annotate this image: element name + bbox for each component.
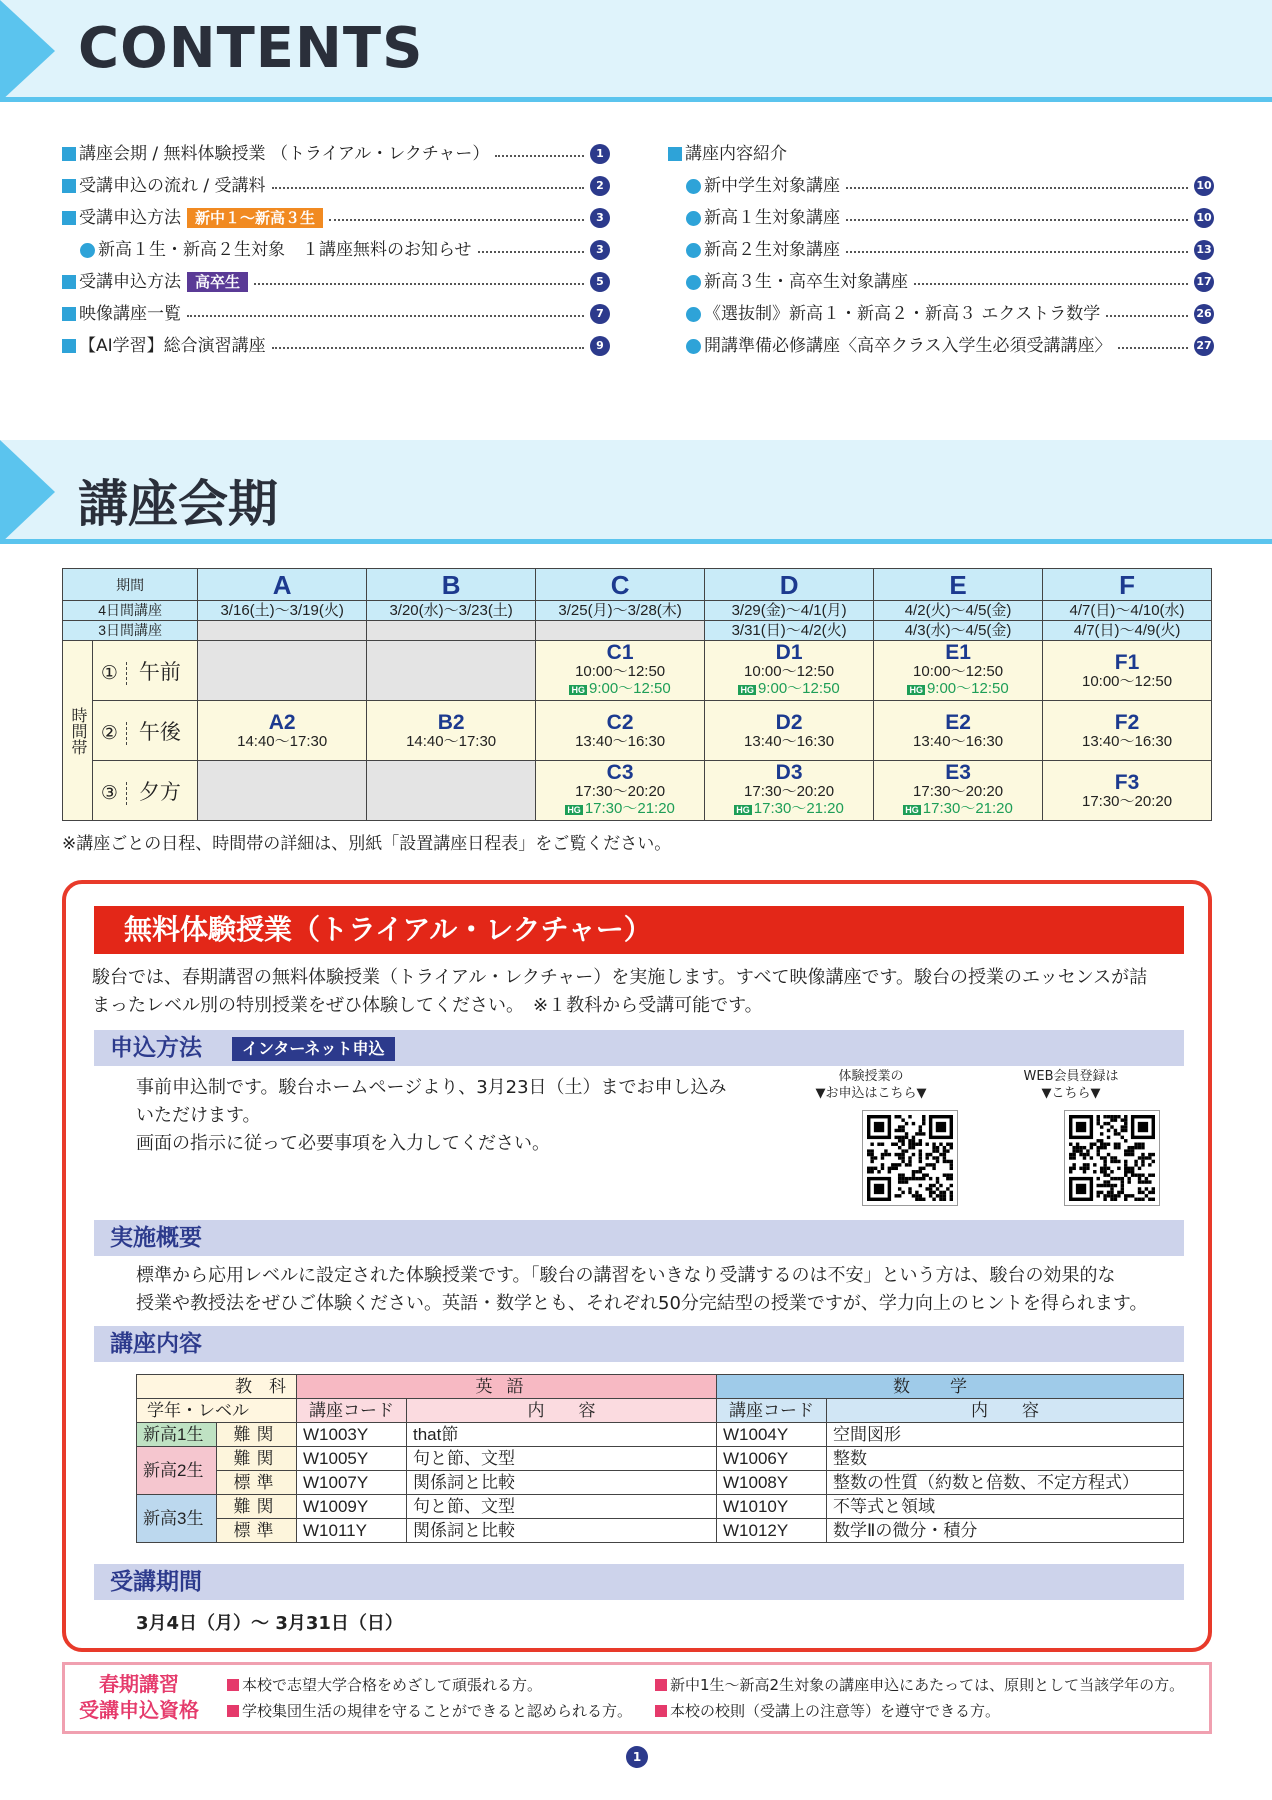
term-C: C (536, 569, 705, 601)
page-number-badge: 10 (1194, 208, 1214, 228)
slot-number: ③ (93, 782, 127, 805)
page-number-badge: 5 (590, 272, 610, 292)
koza-header (0, 440, 1272, 544)
page-number-badge: 3 (590, 240, 610, 260)
english-content-header: 内 容 (407, 1399, 717, 1423)
dot-leader (272, 347, 584, 349)
toc-item[interactable] (62, 202, 610, 234)
course-code: D3 (775, 761, 803, 784)
grade-cell: 新高2生 (137, 1447, 217, 1495)
toc-right-column (668, 138, 1214, 362)
qr1-caption (801, 1068, 941, 1102)
circle-bullet-icon (686, 307, 701, 322)
page-number-badge: 1 (590, 144, 610, 164)
hg-badge: HG (571, 685, 585, 695)
overview-title: 実施概要 (110, 1225, 202, 1251)
m-code-cell: W1010Y (717, 1495, 827, 1519)
square-bullet-icon (62, 307, 76, 321)
eligibility-title-2: 受講申込資格 (79, 1698, 199, 1722)
dot-leader (254, 283, 584, 285)
m-content-cell: 数学Ⅱの微分・積分 (827, 1519, 1184, 1543)
dot-leader (187, 315, 584, 317)
level-cell: 難関 (217, 1423, 297, 1447)
overview-text-2: 授業や教授法をぜひご体験ください。英語・数学とも、それぞれ50分完結型の授業ですが、学力向上のヒントを得られます。 (136, 1293, 1148, 1314)
circle-bullet-icon (80, 243, 95, 258)
three-day-F: 4/7(日)〜4/9(火) (1043, 621, 1212, 641)
m-code-cell: W1006Y (717, 1447, 827, 1471)
toc-item-label: 新高２生対象講座 (704, 240, 840, 260)
hg-time (705, 680, 873, 699)
m-content-cell: 空間図形 (827, 1423, 1184, 1447)
e-content-cell: 句と節、文型 (407, 1495, 717, 1519)
three-day-C (536, 621, 705, 641)
toc-item[interactable] (62, 330, 610, 362)
slot-number: ② (93, 722, 127, 745)
course-code: E3 (945, 761, 971, 784)
course-slot-cell (367, 701, 536, 761)
period-value: 3月4日（月）〜 3月31日（日） (136, 1613, 403, 1634)
hg-time-value: 17:30〜21:20 (753, 800, 844, 817)
term-D: D (705, 569, 874, 601)
empty-slot-cell (198, 761, 367, 821)
term-F: F (1043, 569, 1212, 601)
four-day-C: 3/25(月)〜3/28(木) (536, 601, 705, 621)
eligibility-item-1: 本校で志望大学合格をめざして頑張れる方。 (227, 1673, 542, 1697)
e-content-cell: that節 (407, 1423, 717, 1447)
m-code-cell: W1012Y (717, 1519, 827, 1543)
apply-tag: インターネット申込 (232, 1037, 395, 1061)
course-slot-cell (874, 761, 1043, 821)
course-code: F3 (1114, 770, 1140, 794)
toc-item-label: 受講申込方法 (79, 272, 181, 292)
header-arrow (0, 440, 55, 544)
m-code-cell: W1008Y (717, 1471, 827, 1495)
toc-item[interactable] (62, 234, 610, 266)
slot-label (92, 641, 197, 701)
toc-item-label: 【AI学習】総合演習講座 (79, 336, 266, 356)
four-day-label: 4日間講座 (63, 601, 198, 621)
course-time: 10:00〜12:50 (744, 663, 835, 680)
english-header: 英語 (297, 1375, 717, 1399)
three-day-E: 4/3(水)〜4/5(金) (874, 621, 1043, 641)
toc-right-title: 講座内容紹介 (685, 144, 787, 164)
circle-bullet-icon (686, 179, 701, 194)
content-title: 講座内容 (110, 1331, 202, 1357)
course-code: D2 (775, 710, 803, 734)
square-bullet-icon (62, 179, 76, 193)
term-B: B (367, 569, 536, 601)
apply-title: 申込方法 (110, 1035, 202, 1061)
four-day-F: 4/7(日)〜4/10(水) (1043, 601, 1212, 621)
subject-label: 教 科 (137, 1375, 297, 1399)
three-day-A (198, 621, 367, 641)
math-header: 数学 (717, 1375, 1184, 1399)
course-slot-cell (874, 641, 1043, 701)
toc-item[interactable] (668, 202, 1214, 234)
m-content-cell: 不等式と領域 (827, 1495, 1184, 1519)
course-time: 17:30〜20:20 (913, 783, 1004, 800)
course-time: 13:40〜16:30 (744, 732, 835, 750)
english-code-header: 講座コード (297, 1399, 407, 1423)
course-time: 13:40〜16:30 (913, 732, 1004, 750)
contents-header (0, 0, 1272, 102)
e-content-cell: 関係詞と比較 (407, 1519, 717, 1543)
course-slot-cell (536, 761, 705, 821)
grade-cell: 新高3生 (137, 1495, 217, 1543)
square-bullet-icon (62, 339, 76, 353)
qr2-caption-1: WEB会員登録は (1023, 1069, 1119, 1084)
course-code: F1 (1114, 650, 1140, 674)
hg-time-value: 9:00〜12:50 (757, 680, 840, 697)
m-code-cell: W1004Y (717, 1423, 827, 1447)
eligibility-title-1: 春期講習 (99, 1672, 179, 1696)
level-cell: 標準 (217, 1519, 297, 1543)
course-slot-cell (536, 701, 705, 761)
course-slot-cell (1043, 761, 1212, 821)
e-code-cell: W1009Y (297, 1495, 407, 1519)
page-number-badge: 10 (1194, 176, 1214, 196)
course-slot-cell (536, 641, 705, 701)
toc-item[interactable] (62, 266, 610, 298)
trial-lecture-box (62, 880, 1212, 1652)
hg-badge: HG (567, 805, 581, 815)
grade-level-label: 学年・レベル (137, 1399, 297, 1423)
apply-text-2: いただけます。 (136, 1105, 261, 1126)
hg-time (536, 680, 704, 699)
course-time: 13:40〜16:30 (1081, 732, 1173, 750)
three-day-label: 3日間講座 (63, 621, 198, 641)
toc-item-label: 新中学生対象講座 (704, 176, 840, 196)
four-day-B: 3/20(水)〜3/23(土) (367, 601, 536, 621)
overview-text-1: 標準から応用レベルに設定された体験授業です。「駿台の講習をいきなり受講するのは不安」という方は、駿台の効果的な (136, 1265, 1116, 1286)
qr1-caption-2: ▼お申込はこちら▼ (815, 1086, 927, 1101)
page-number: 1 (626, 1746, 648, 1768)
toc-item-label: 新高１生・新高２生対象 １講座無料のお知らせ (98, 240, 472, 260)
dot-leader (495, 155, 584, 157)
apply-text-3: 画面の指示に従って必要事項を入力してください。 (136, 1133, 550, 1154)
dot-leader (846, 251, 1188, 253)
course-time: 10:00〜12:50 (1081, 672, 1173, 690)
math-content-header: 内 容 (827, 1399, 1184, 1423)
e-code-cell: W1005Y (297, 1447, 407, 1471)
term-E: E (874, 569, 1043, 601)
dot-leader (914, 283, 1188, 285)
apply-text-1: 事前申込制です。駿台ホームページより、3月23日（土）までお申し込み (136, 1077, 727, 1098)
schedule-table (62, 568, 1212, 821)
course-code: C3 (606, 761, 634, 784)
hg-time-value: 17:30〜21:20 (922, 800, 1013, 817)
toc-item-label: 《選抜制》新高１・新高２・新高３ エクストラ数学 (704, 304, 1101, 324)
dot-leader (846, 187, 1188, 189)
eligibility-item-4: 本校の校則（受講上の注意等）を遵守できる方。 (655, 1699, 1000, 1723)
course-code: E1 (945, 641, 971, 664)
trial-intro-1: 駿台では、春期講習の無料体験授業（トライアル・レクチャー）を実施します。すべて映像講座です。駿台の授業のエッセンスが詰 (92, 967, 1148, 988)
apply-section-bar (94, 1030, 1184, 1066)
schedule-note: ※講座ごとの日程、時間帯の詳細は、別紙「設置講座日程表」をご覧ください。 (62, 834, 672, 854)
course-time: 10:00〜12:50 (575, 663, 666, 680)
period-section-bar (94, 1564, 1184, 1600)
course-code: F2 (1114, 710, 1140, 734)
slot-name: 午後 (138, 720, 181, 744)
toc-item-label: 開講準備必修講座〈高卒クラス入学生必須受講講座〉 (704, 336, 1112, 356)
toc-item[interactable] (62, 138, 610, 170)
trial-intro-2: まったレベル別の特別授業をぜひ体験してください。 ※１教科から受講可能です。 (92, 995, 763, 1016)
empty-slot-cell (367, 641, 536, 701)
course-time: 17:30〜20:20 (744, 783, 835, 800)
toc-item-label: 新高１生対象講座 (704, 208, 840, 228)
level-cell: 難関 (217, 1447, 297, 1471)
course-slot-cell (874, 701, 1043, 761)
grade-cell: 新高1生 (137, 1423, 217, 1447)
toc-left-column (62, 138, 610, 362)
toc-item-tag: 高卒生 (187, 272, 248, 292)
square-bullet-icon (62, 211, 76, 225)
empty-slot-cell (367, 761, 536, 821)
square-bullet-icon (668, 147, 682, 161)
course-time: 14:40〜17:30 (406, 732, 497, 750)
course-slot-cell (705, 761, 874, 821)
toc-item[interactable] (62, 170, 610, 202)
four-day-E: 4/2(火)〜4/5(金) (874, 601, 1043, 621)
toc-item-label: 映像講座一覧 (79, 304, 181, 324)
slot-name: 午前 (138, 660, 181, 684)
dot-leader (329, 219, 584, 221)
course-code: A2 (268, 710, 296, 734)
circle-bullet-icon (686, 211, 701, 226)
course-code: B2 (437, 710, 465, 734)
qr2-caption (1001, 1068, 1141, 1102)
hg-time (874, 680, 1042, 699)
course-slot-cell (705, 701, 874, 761)
slot-label (92, 761, 197, 821)
dot-leader (272, 187, 584, 189)
e-code-cell: W1011Y (297, 1519, 407, 1543)
course-time: 17:30〜20:20 (1081, 792, 1173, 810)
eligibility-item-2: 学校集団生活の規律を守ることができると認められる方。 (227, 1699, 632, 1723)
slot-number: ① (93, 662, 127, 685)
hg-badge: HG (736, 805, 750, 815)
toc-item[interactable] (668, 330, 1214, 362)
page-number-badge: 27 (1194, 336, 1214, 356)
course-table (136, 1374, 1184, 1543)
course-time: 13:40〜16:30 (575, 732, 666, 750)
course-time: 10:00〜12:50 (913, 663, 1004, 680)
qr-code-trial[interactable] (862, 1110, 958, 1206)
eligibility-box (62, 1662, 1212, 1734)
toc-item-tag: 新中１〜新高３生 (187, 208, 323, 228)
e-code-cell: W1007Y (297, 1471, 407, 1495)
trial-title: 無料体験授業（トライアル・レクチャー） (94, 906, 1184, 954)
hg-time (536, 800, 704, 819)
three-day-D: 3/31(日)〜4/2(火) (705, 621, 874, 641)
m-content-cell: 整数の性質（約数と倍数、不定方程式） (827, 1471, 1184, 1495)
qr1-caption-1: 体験授業の (838, 1069, 904, 1084)
dot-leader (1106, 315, 1188, 317)
content-section-bar (94, 1326, 1184, 1362)
toc-right-title-row (668, 138, 1214, 170)
course-slot-cell (705, 641, 874, 701)
course-code: E2 (945, 710, 971, 734)
toc-item-label: 新高３生・高卒生対象講座 (704, 272, 908, 292)
hg-time (874, 800, 1042, 819)
circle-bullet-icon (686, 275, 701, 290)
toc-item-label: 講座会期 / 無料体験授業 （トライアル・レクチャー） (79, 144, 490, 164)
eligibility-item-3: 新中1生〜新高2生対象の講座申込にあたっては、原則として当該学年の方。 (655, 1673, 1184, 1697)
e-code-cell: W1003Y (297, 1423, 407, 1447)
e-content-cell: 関係詞と比較 (407, 1471, 717, 1495)
toc-item[interactable] (62, 298, 610, 330)
toc-item-label: 受講申込方法 (79, 208, 181, 228)
page-number-badge: 2 (590, 176, 610, 196)
hg-badge: HG (909, 685, 923, 695)
hg-time-value: 9:00〜12:50 (926, 680, 1009, 697)
hg-badge: HG (905, 805, 919, 815)
dot-leader (478, 251, 585, 253)
hg-badge: HG (740, 685, 754, 695)
hg-time-value: 9:00〜12:50 (588, 680, 671, 697)
math-code-header: 講座コード (717, 1399, 827, 1423)
course-time: 14:40〜17:30 (237, 732, 328, 750)
toc-item[interactable] (668, 234, 1214, 266)
page-number-badge: 13 (1194, 240, 1214, 260)
level-cell: 標準 (217, 1471, 297, 1495)
course-slot-cell (1043, 641, 1212, 701)
three-day-B (367, 621, 536, 641)
m-content-cell: 整数 (827, 1447, 1184, 1471)
course-slot-cell (198, 701, 367, 761)
page-number-badge: 7 (590, 304, 610, 324)
course-code: C1 (606, 641, 634, 664)
page-number-badge: 9 (590, 336, 610, 356)
slot-name: 夕方 (138, 780, 181, 804)
toc-item[interactable] (668, 170, 1214, 202)
time-slot-side-label: 時間帯 (63, 641, 93, 821)
course-code: C2 (606, 710, 634, 734)
course-code: D1 (775, 641, 803, 664)
contents-title: CONTENTS (78, 16, 424, 81)
page-number-badge: 3 (590, 208, 610, 228)
toc-item-label: 受講申込の流れ / 受講料 (79, 176, 266, 196)
dot-leader (1118, 347, 1189, 349)
dot-leader (846, 219, 1188, 221)
course-time: 17:30〜20:20 (575, 783, 666, 800)
qr2-caption-2: ▼こちら▼ (1041, 1086, 1101, 1101)
eligibility-title (65, 1671, 213, 1723)
square-bullet-icon (62, 147, 76, 161)
slot-label (92, 701, 197, 761)
circle-bullet-icon (686, 243, 701, 258)
qr-code-web-member[interactable] (1064, 1110, 1160, 1206)
level-cell: 難関 (217, 1495, 297, 1519)
e-content-cell: 句と節、文型 (407, 1447, 717, 1471)
toc-item[interactable] (668, 298, 1214, 330)
header-arrow (0, 0, 55, 102)
page-number-badge: 26 (1194, 304, 1214, 324)
course-slot-cell (1043, 701, 1212, 761)
page-number-badge: 17 (1194, 272, 1214, 292)
square-bullet-icon (62, 275, 76, 289)
toc-item[interactable] (668, 266, 1214, 298)
term-A: A (198, 569, 367, 601)
hg-time-value: 17:30〜21:20 (584, 800, 675, 817)
period-title: 受講期間 (110, 1569, 202, 1595)
four-day-D: 3/29(金)〜4/1(月) (705, 601, 874, 621)
period-header: 期間 (63, 569, 198, 601)
circle-bullet-icon (686, 339, 701, 354)
hg-time (705, 800, 873, 819)
overview-section-bar (94, 1220, 1184, 1256)
four-day-A: 3/16(土)〜3/19(火) (198, 601, 367, 621)
koza-title: 講座会期 (78, 475, 278, 533)
empty-slot-cell (198, 641, 367, 701)
